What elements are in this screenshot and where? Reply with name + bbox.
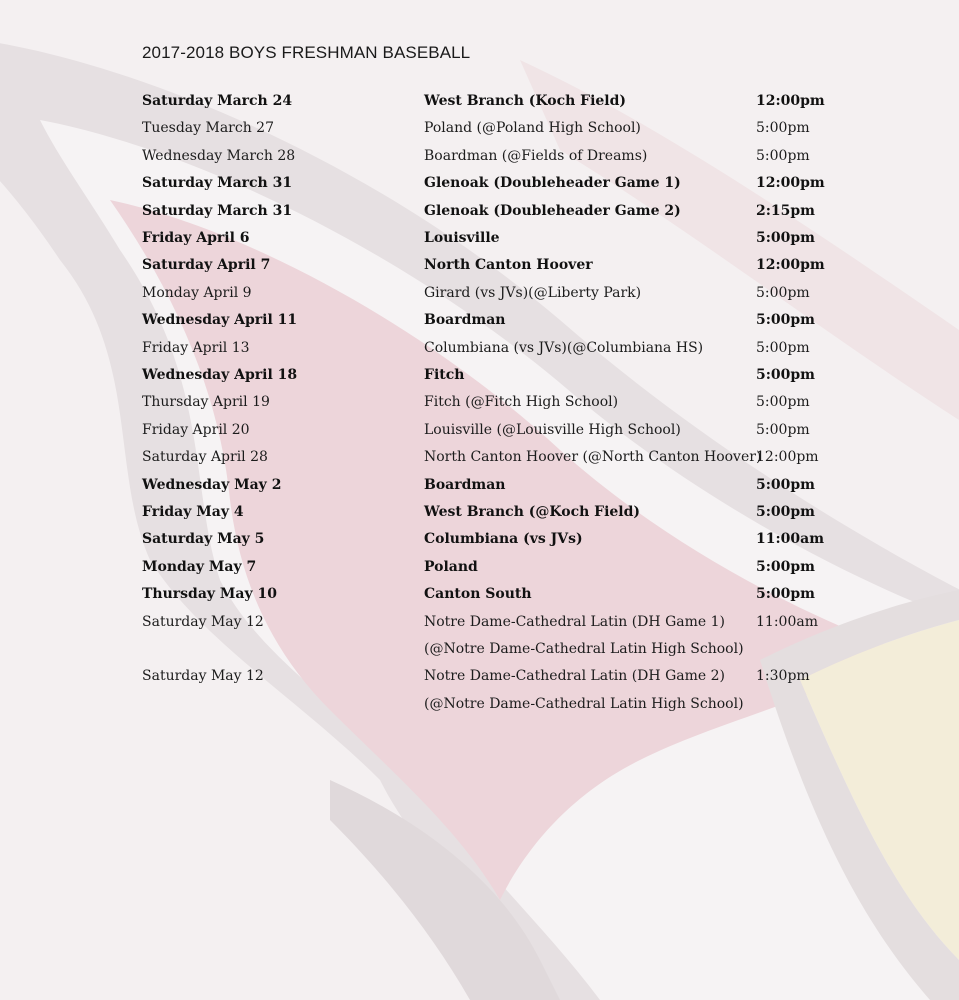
game-date: Saturday May 5 bbox=[142, 531, 265, 548]
schedule-row bbox=[0, 554, 959, 580]
schedule-row bbox=[0, 581, 959, 607]
game-opponent: North Canton Hoover (@North Canton Hoover) bbox=[424, 449, 762, 466]
schedule-row bbox=[0, 115, 959, 141]
game-date: Saturday March 24 bbox=[142, 93, 293, 109]
game-date: Thursday May 10 bbox=[142, 586, 277, 603]
game-time: 5:00pm bbox=[756, 504, 815, 520]
game-time: 1:30pm bbox=[756, 668, 810, 685]
game-date: Thursday April 19 bbox=[142, 394, 270, 411]
game-opponent: Columbiana (vs JVs) bbox=[424, 531, 583, 548]
game-time: 5:00pm bbox=[756, 284, 810, 301]
schedule-row bbox=[0, 472, 959, 498]
game-opponent: Boardman bbox=[424, 312, 506, 329]
game-opponent: Notre Dame-Cathedral Latin (DH Game 1) bbox=[424, 613, 725, 630]
game-opponent: Canton South bbox=[424, 586, 532, 603]
schedule-row bbox=[0, 307, 959, 333]
game-time: 5:00pm bbox=[756, 586, 815, 603]
schedule-row bbox=[0, 88, 959, 114]
game-opponent: Poland bbox=[424, 558, 478, 575]
schedule-row bbox=[0, 143, 959, 169]
schedule-row bbox=[0, 198, 959, 224]
game-time: 5:00pm bbox=[756, 476, 815, 493]
game-time: 5:00pm bbox=[756, 558, 815, 575]
game-time: 5:00pm bbox=[756, 367, 815, 383]
game-time: 12:00pm bbox=[756, 175, 825, 192]
schedule-row bbox=[0, 691, 959, 717]
schedule-row bbox=[0, 280, 959, 306]
game-date: Saturday March 31 bbox=[142, 175, 293, 192]
game-opponent: Notre Dame-Cathedral Latin (DH Game 2) bbox=[424, 668, 725, 685]
schedule-row bbox=[0, 444, 959, 470]
schedule-row bbox=[0, 609, 959, 635]
game-time: 5:00pm bbox=[756, 230, 815, 246]
game-date: Tuesday March 27 bbox=[142, 120, 274, 137]
game-time: 5:00pm bbox=[756, 394, 810, 411]
game-date: Wednesday March 28 bbox=[142, 147, 296, 164]
game-opponent: West Branch (Koch Field) bbox=[424, 93, 627, 109]
document-title: 2017-2018 BOYS FRESHMAN BASEBALL bbox=[142, 43, 471, 62]
game-opponent: Louisville bbox=[424, 230, 500, 246]
game-time: 12:00pm bbox=[756, 449, 819, 466]
schedule-row bbox=[0, 225, 959, 251]
game-opponent: Girard (vs JVs)(@Liberty Park) bbox=[424, 284, 642, 301]
schedule-row bbox=[0, 663, 959, 689]
schedule-row bbox=[0, 499, 959, 525]
game-opponent: Glenoak (Doubleheader Game 1) bbox=[424, 175, 681, 192]
game-date: Friday April 6 bbox=[142, 230, 250, 246]
game-time: 5:00pm bbox=[756, 421, 810, 438]
game-date: Saturday May 12 bbox=[142, 613, 264, 630]
game-opponent: (@Notre Dame-Cathedral Latin High School) bbox=[424, 641, 744, 657]
game-date: Saturday April 7 bbox=[142, 257, 271, 274]
game-time: 5:00pm bbox=[756, 147, 810, 164]
schedule-row bbox=[0, 362, 959, 388]
game-date: Wednesday April 11 bbox=[142, 312, 298, 329]
game-time: 11:00am bbox=[756, 531, 825, 548]
schedule-row bbox=[0, 636, 959, 662]
game-date: Wednesday May 2 bbox=[142, 476, 282, 493]
game-date: Saturday April 28 bbox=[142, 449, 268, 466]
game-opponent: Columbiana (vs JVs)(@Columbiana HS) bbox=[424, 339, 704, 356]
game-opponent: Glenoak (Doubleheader Game 2) bbox=[424, 202, 681, 219]
schedule-row bbox=[0, 252, 959, 278]
game-date: Friday May 4 bbox=[142, 504, 244, 520]
schedule-row bbox=[0, 526, 959, 552]
game-time: 2:15pm bbox=[756, 202, 815, 219]
game-time: 11:00am bbox=[756, 613, 818, 630]
game-time: 12:00pm bbox=[756, 93, 825, 109]
game-date: Saturday March 31 bbox=[142, 202, 293, 219]
schedule-row bbox=[0, 170, 959, 196]
game-opponent: Fitch (@Fitch High School) bbox=[424, 394, 619, 411]
game-opponent: Louisville (@Louisville High School) bbox=[424, 421, 681, 438]
game-opponent: Poland (@Poland High School) bbox=[424, 120, 641, 137]
game-opponent: (@Notre Dame-Cathedral Latin High School) bbox=[424, 695, 744, 712]
game-date: Monday May 7 bbox=[142, 558, 257, 575]
game-opponent: West Branch (@Koch Field) bbox=[424, 504, 641, 520]
game-date: Saturday May 12 bbox=[142, 668, 264, 685]
game-time: 5:00pm bbox=[756, 120, 810, 137]
schedule-row bbox=[0, 335, 959, 361]
schedule-row bbox=[0, 417, 959, 443]
game-time: 5:00pm bbox=[756, 339, 810, 356]
game-date: Friday April 13 bbox=[142, 339, 250, 356]
game-date: Friday April 20 bbox=[142, 421, 250, 438]
game-time: 5:00pm bbox=[756, 312, 815, 329]
game-opponent: Boardman (@Fields of Dreams) bbox=[424, 147, 648, 164]
game-date: Wednesday April 18 bbox=[142, 367, 298, 383]
game-opponent: Fitch bbox=[424, 367, 465, 383]
game-opponent: North Canton Hoover bbox=[424, 257, 593, 274]
game-time: 12:00pm bbox=[756, 257, 825, 274]
game-date: Monday April 9 bbox=[142, 284, 252, 301]
schedule-row bbox=[0, 389, 959, 415]
game-opponent: Boardman bbox=[424, 476, 506, 493]
